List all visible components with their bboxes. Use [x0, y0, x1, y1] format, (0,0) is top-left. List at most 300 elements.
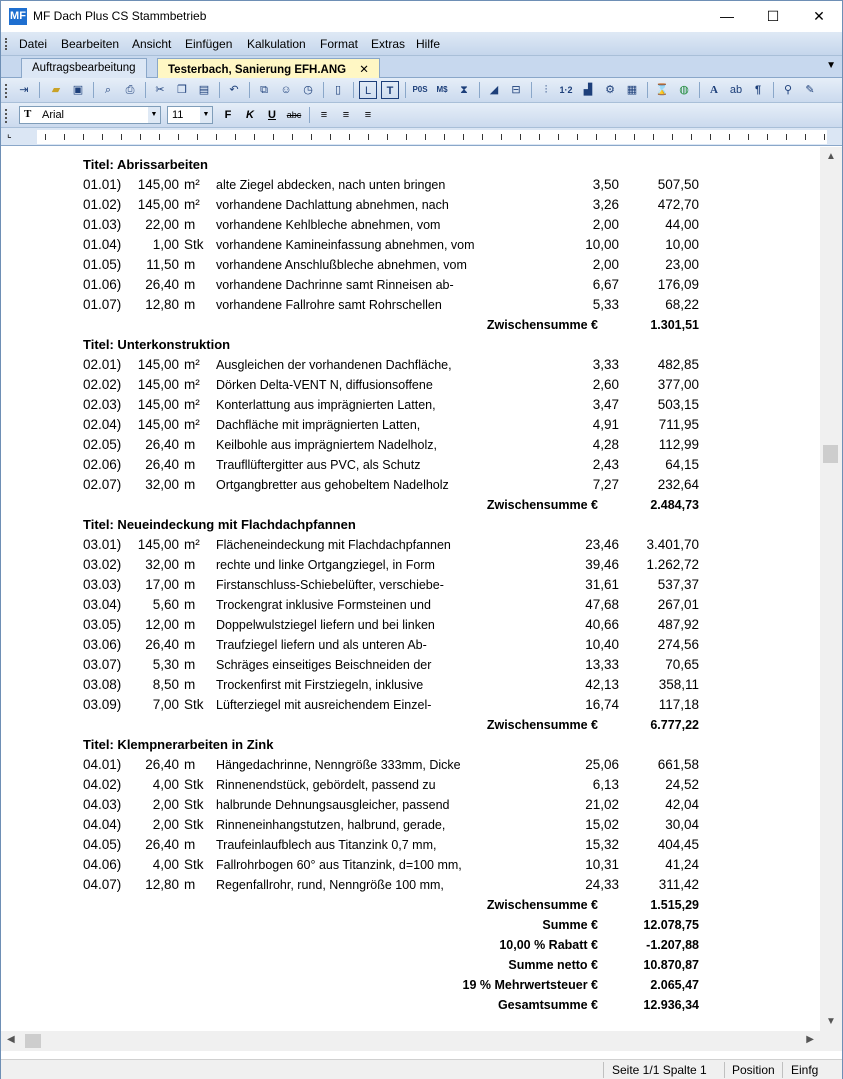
- description: Dachfläche mit imprägnierten Latten,: [216, 418, 421, 432]
- text-frame-icon[interactable]: L: [359, 81, 377, 99]
- ruler-tick: [748, 134, 749, 140]
- total-label: Gesamtsumme €: [497, 998, 598, 1012]
- position-number: 01.07): [83, 297, 122, 312]
- numbering-icon[interactable]: ⫶: [544, 84, 548, 96]
- quantity: 1,00: [152, 237, 179, 252]
- section-title: Titel: Unterkonstruktion: [83, 337, 231, 352]
- total-label: Summe €: [542, 918, 598, 932]
- horizontal-scrollbar[interactable]: [1, 1031, 842, 1051]
- open-folder-icon[interactable]: ▰: [51, 84, 61, 96]
- position-row[interactable]: [1, 555, 820, 575]
- position-number: 02.07): [83, 477, 122, 492]
- total-price: 41,24: [665, 857, 699, 872]
- tab-label: Testerbach, Sanierung EFH.ANG: [168, 64, 347, 76]
- total-price: 537,37: [657, 577, 699, 592]
- unit-price: 2,00: [592, 257, 619, 272]
- ruler-tick: [482, 134, 483, 140]
- pos-icon[interactable]: P0S: [412, 85, 428, 94]
- toolbar-separator: [323, 82, 324, 98]
- subtotal-value: 1.515,29: [650, 898, 699, 912]
- ruler-tick: [83, 134, 84, 140]
- unit-price: 5,33: [592, 297, 619, 312]
- mass-icon[interactable]: M$: [436, 85, 448, 94]
- position-number: 03.08): [83, 677, 122, 692]
- toolbar-separator: [773, 82, 774, 98]
- tab-stop-selector-icon[interactable]: ⌞: [7, 129, 12, 140]
- unit-price: 21,02: [585, 797, 619, 812]
- unit-price: 6,67: [592, 277, 619, 292]
- position-number: 04.07): [83, 877, 122, 892]
- position-number: 04.01): [83, 757, 122, 772]
- position-row[interactable]: [1, 355, 820, 375]
- description: Regenfallrohr, rund, Nenngröße 100 mm,: [216, 878, 444, 892]
- unit-price: 40,66: [585, 617, 619, 632]
- total-price: 112,99: [658, 437, 699, 452]
- text-box-icon[interactable]: T: [381, 81, 399, 99]
- position-row[interactable]: [1, 775, 820, 795]
- position-number: 03.02): [83, 557, 122, 572]
- ruler-tick: [653, 134, 654, 140]
- quantity: 17,00: [145, 577, 179, 592]
- toolbar-separator: [647, 82, 648, 98]
- quantity: 26,40: [145, 457, 179, 472]
- ruler-tick: [824, 134, 825, 140]
- unit: m: [184, 257, 196, 272]
- paste-icon[interactable]: ▤: [198, 84, 210, 96]
- unit-price: 31,61: [585, 577, 619, 592]
- position-row[interactable]: [1, 855, 820, 875]
- menu-hilfe[interactable]: Hilfe: [416, 37, 441, 51]
- position-row[interactable]: [1, 755, 820, 775]
- unit-price: 6,13: [592, 777, 619, 792]
- description: Firstanschluss-Schiebelüfter, verschiebe-: [216, 578, 444, 592]
- total-price: 30,04: [665, 817, 699, 832]
- unit: m: [184, 557, 196, 572]
- tab-auftragsbearbeitung[interactable]: [21, 58, 147, 78]
- description: Lüfterziegel mit ausreichendem Einzel-: [216, 698, 432, 712]
- unit-price: 42,13: [585, 677, 619, 692]
- position-row[interactable]: [1, 635, 820, 655]
- ruler-tick: [539, 134, 540, 140]
- insert-object-icon[interactable]: ⧉: [260, 84, 268, 96]
- quantity: 7,00: [152, 697, 179, 712]
- minimize-button[interactable]: —: [720, 8, 734, 24]
- total-price: 24,52: [665, 777, 699, 792]
- ruler-tick: [330, 134, 331, 140]
- position-number: 01.01): [83, 177, 122, 192]
- menu-format[interactable]: Format: [320, 37, 359, 51]
- position-row[interactable]: [1, 815, 820, 835]
- scroll-right-icon[interactable]: ▶: [806, 1034, 814, 1045]
- unit: m: [184, 877, 196, 892]
- toolbar-separator: [39, 82, 40, 98]
- position-row[interactable]: [1, 295, 820, 315]
- status-bar: [1, 1059, 842, 1079]
- position-number: 03.06): [83, 637, 122, 652]
- position-row[interactable]: [1, 175, 820, 195]
- ruler: [1, 128, 842, 146]
- align-justify-icon[interactable]: ≡: [364, 109, 372, 121]
- unit: m: [184, 437, 196, 452]
- ruler-tick: [520, 134, 521, 140]
- clock-icon[interactable]: ◷: [303, 84, 313, 96]
- description: Rinneneinhangstutzen, halbrund, gerade,: [216, 818, 446, 832]
- font-icon[interactable]: A: [710, 84, 718, 96]
- quantity: 5,30: [152, 657, 179, 672]
- tab-testerbach[interactable]: [157, 58, 380, 78]
- unit: Stk: [184, 857, 204, 872]
- ruler-tick: [235, 134, 236, 140]
- quantity: 145,00: [137, 377, 179, 392]
- unit: m: [184, 457, 196, 472]
- font-family-select[interactable]: [19, 106, 161, 124]
- unit-price: 23,46: [585, 537, 619, 552]
- unit: Stk: [184, 817, 204, 832]
- save-icon[interactable]: ▣: [72, 84, 84, 96]
- quantity: 26,40: [145, 757, 179, 772]
- position-row[interactable]: [1, 615, 820, 635]
- position-number: 03.04): [83, 597, 122, 612]
- total-price: 176,09: [657, 277, 699, 292]
- smiley-icon[interactable]: ☺: [280, 84, 292, 96]
- position-row[interactable]: [1, 195, 820, 215]
- cut-icon[interactable]: ✂: [155, 84, 165, 96]
- chevron-down-icon[interactable]: ▼: [200, 107, 212, 123]
- total-price: 711,95: [658, 417, 699, 432]
- menu-extras[interactable]: Extras: [371, 37, 406, 51]
- position-number: 02.01): [83, 357, 122, 372]
- position-row[interactable]: [1, 255, 820, 275]
- app-logo-icon: MF: [9, 8, 27, 25]
- total-value: 12.078,75: [643, 918, 699, 932]
- section-title: Titel: Abrissarbeiten: [83, 157, 208, 172]
- menu-bearbeiten[interactable]: Bearbeiten: [61, 37, 120, 51]
- ruler-tool-icon[interactable]: ⊟: [511, 84, 521, 96]
- toolbar-separator: [219, 82, 220, 98]
- pen-icon[interactable]: ✎: [805, 84, 815, 96]
- ruler-tick: [710, 134, 711, 140]
- ruler-tick: [634, 134, 635, 140]
- ruler-tick: [615, 134, 616, 140]
- position-row[interactable]: [1, 835, 820, 855]
- status-divider: [724, 1062, 725, 1078]
- tab-close-icon[interactable]: ✕: [359, 64, 369, 76]
- total-label: Summe netto €: [508, 958, 598, 972]
- menu-kalkulation[interactable]: Kalkulation: [247, 37, 306, 51]
- unit: m: [184, 577, 196, 592]
- tab-list-dropdown-icon[interactable]: ▼: [826, 60, 836, 71]
- ruler-tick: [463, 134, 464, 140]
- ruler-tick: [786, 134, 787, 140]
- unit: Stk: [184, 697, 204, 712]
- italic-button[interactable]: K: [246, 109, 254, 121]
- total-price: 482,85: [657, 357, 699, 372]
- description: vorhandene Dachlattung abnehmen, nach: [216, 198, 449, 212]
- menu-grip-handle[interactable]: [5, 38, 8, 50]
- toolbar-grip-handle[interactable]: [5, 109, 8, 123]
- ruler-tick: [254, 134, 255, 140]
- unit: m: [184, 637, 196, 652]
- quantity: 145,00: [137, 177, 179, 192]
- position-number: 03.03): [83, 577, 122, 592]
- description: Konterlattung aus imprägnierten Latten,: [216, 398, 436, 412]
- total-price: 3.401,70: [646, 537, 699, 552]
- description: Trockenfirst mit Firstziegeln, inklusive: [216, 678, 424, 692]
- unit: m: [184, 277, 196, 292]
- close-button[interactable]: ✕: [813, 8, 825, 24]
- print-preview-icon[interactable]: ⌕: [104, 84, 112, 96]
- ruler-tick: [368, 134, 369, 140]
- print-icon[interactable]: ⎙: [125, 84, 135, 96]
- quantity: 2,00: [152, 797, 179, 812]
- quantity: 145,00: [137, 197, 179, 212]
- position-row[interactable]: [1, 795, 820, 815]
- quantity: 145,00: [137, 537, 179, 552]
- total-value: -1.207,88: [646, 938, 699, 952]
- chevron-down-icon[interactable]: ▼: [148, 107, 160, 123]
- ruler-tick: [805, 134, 806, 140]
- quantity: 32,00: [145, 477, 179, 492]
- position-number: 03.09): [83, 697, 122, 712]
- total-price: 64,15: [665, 457, 699, 472]
- horizontal-scroll-thumb[interactable]: [25, 1034, 41, 1048]
- total-price: 274,56: [657, 637, 699, 652]
- unit-price: 15,02: [585, 817, 619, 832]
- unit-price: 10,00: [585, 237, 619, 252]
- unit-price: 3,26: [592, 197, 619, 212]
- description: halbrunde Dehnungsausgleicher, passend: [216, 798, 450, 812]
- position-row[interactable]: [1, 655, 820, 675]
- calc-table-icon[interactable]: ▦: [626, 84, 638, 96]
- status-insert-mode: Einfg: [791, 1063, 819, 1077]
- unit: Stk: [184, 237, 204, 252]
- subtotal-value: 2.484,73: [650, 498, 699, 512]
- section-title: Titel: Neueindeckung mit Flachdachpfannen: [83, 517, 356, 532]
- position-row[interactable]: [1, 695, 820, 715]
- description: vorhandene Kamineinfassung abnehmen, vom: [216, 238, 475, 252]
- unit: m: [184, 837, 196, 852]
- position-row[interactable]: [1, 535, 820, 555]
- total-value: 12.936,34: [643, 998, 699, 1012]
- description: vorhandene Anschlußbleche abnehmen, vom: [216, 258, 467, 272]
- unit-price: 10,40: [585, 637, 619, 652]
- description: Ausgleichen der vorhandenen Dachfläche,: [216, 358, 452, 372]
- quantity: 12,00: [145, 617, 179, 632]
- calc-settings-icon[interactable]: ⚙: [605, 84, 615, 96]
- position-number: 01.03): [83, 217, 122, 232]
- font-family-value: Arial: [42, 109, 65, 121]
- position-row[interactable]: [1, 475, 820, 495]
- title-bar: [1, 1, 842, 32]
- menu-einfuegen[interactable]: Einfügen: [185, 37, 233, 51]
- scroll-left-icon[interactable]: ◀: [7, 1034, 15, 1045]
- ruler-tick: [121, 134, 122, 140]
- position-row[interactable]: [1, 215, 820, 235]
- status-page-column: Seite 1/1 Spalte 1: [612, 1063, 707, 1077]
- position-number: 02.05): [83, 437, 122, 452]
- description: Rinnenendstück, gebördelt, passend zu: [216, 778, 436, 792]
- position-row[interactable]: [1, 875, 820, 895]
- position-number: 04.04): [83, 817, 122, 832]
- quantity: 12,80: [145, 297, 179, 312]
- subtotal-value: 1.301,51: [650, 318, 699, 332]
- total-price: 44,00: [665, 217, 699, 232]
- total-price: 42,04: [665, 797, 699, 812]
- position-number: 02.04): [83, 417, 122, 432]
- ruler-tick: [45, 134, 46, 140]
- spellcheck-icon[interactable]: ab: [729, 84, 743, 96]
- ruler-tick: [406, 134, 407, 140]
- find-icon[interactable]: ⚲: [783, 84, 793, 96]
- unit-price: 10,31: [585, 857, 619, 872]
- status-divider: [603, 1062, 604, 1078]
- roof-pitch-icon[interactable]: ◢: [489, 84, 499, 96]
- position-row[interactable]: [1, 235, 820, 255]
- bold-button[interactable]: F: [224, 109, 232, 121]
- copy-icon[interactable]: ❐: [177, 84, 187, 96]
- unit-price: 7,27: [592, 477, 619, 492]
- position-row[interactable]: [1, 395, 820, 415]
- quantity: 11,50: [146, 257, 179, 272]
- ruler-tick: [311, 134, 312, 140]
- unit-price: 4,28: [592, 437, 619, 452]
- strikethrough-button[interactable]: abc: [286, 110, 302, 120]
- description: vorhandene Kehlbleche abnehmen, vom: [216, 218, 441, 232]
- description: Doppelwulstziegel liefern und bei linken: [216, 618, 435, 632]
- vertical-scroll-thumb[interactable]: [823, 445, 838, 463]
- description: Hängedachrinne, Nenngröße 333mm, Dicke: [216, 758, 461, 772]
- ruler-tick: [691, 134, 692, 140]
- ruler-tick: [64, 134, 65, 140]
- toolbar-separator: [531, 82, 532, 98]
- position-number: 01.05): [83, 257, 122, 272]
- unit-price: 16,74: [585, 697, 619, 712]
- total-price: 487,92: [657, 617, 699, 632]
- unit-price: 2,60: [592, 377, 619, 392]
- menu-datei[interactable]: Datei: [19, 37, 48, 51]
- unit: Stk: [184, 777, 204, 792]
- unit: m: [184, 657, 196, 672]
- unit-price: 15,32: [585, 837, 619, 852]
- status-position: Position: [732, 1063, 775, 1077]
- document-icon[interactable]: ▯: [334, 84, 342, 96]
- total-price: 117,18: [658, 697, 699, 712]
- description: Traufeinlaufblech aus Titanzink 0,7 mm,: [216, 838, 437, 852]
- quantity: 32,00: [145, 557, 179, 572]
- position-number: 03.07): [83, 657, 122, 672]
- position-number: 02.02): [83, 377, 122, 392]
- maximize-button[interactable]: ☐: [766, 8, 780, 24]
- hourglass-icon[interactable]: ⌛: [655, 84, 669, 96]
- filter-icon[interactable]: ⧗: [460, 84, 468, 96]
- ruler-tick: [672, 134, 673, 140]
- position-number: 04.06): [83, 857, 122, 872]
- toolbar-separator: [93, 82, 94, 98]
- position-row[interactable]: [1, 575, 820, 595]
- position-row[interactable]: [1, 595, 820, 615]
- font-size-select[interactable]: [167, 106, 213, 124]
- format-toolbar: [1, 103, 842, 128]
- chart-icon[interactable]: ▟: [583, 84, 593, 96]
- description: Ortgangbretter aus gehobeltem Nadelholz: [216, 478, 449, 492]
- ruler-tick: [558, 134, 559, 140]
- scroll-down-icon[interactable]: ▼: [826, 1016, 836, 1027]
- description: vorhandene Dachrinne samt Rinneisen ab-: [216, 278, 454, 292]
- unit-price: 2,00: [592, 217, 619, 232]
- ruler-tick: [729, 134, 730, 140]
- underline-button[interactable]: U: [268, 109, 276, 121]
- description: vorhandene Fallrohre samt Rohrschellen: [216, 298, 442, 312]
- paragraph-icon[interactable]: ¶: [754, 84, 762, 96]
- quantity: 2,00: [152, 817, 179, 832]
- unit-price: 2,43: [592, 457, 619, 472]
- ruler-tick: [501, 134, 502, 140]
- unit: Stk: [184, 797, 204, 812]
- position-row[interactable]: [1, 375, 820, 395]
- total-price: 232,64: [657, 477, 699, 492]
- align-left-icon[interactable]: ≡: [320, 109, 328, 121]
- ruler-tick: [292, 134, 293, 140]
- position-row[interactable]: [1, 455, 820, 475]
- globe-icon[interactable]: ◍: [679, 84, 689, 96]
- undo-icon[interactable]: ↶: [229, 84, 239, 96]
- subtotal-label: Zwischensumme €: [486, 718, 598, 732]
- total-price: 10,00: [665, 237, 699, 252]
- unit-price: 25,06: [585, 757, 619, 772]
- description: Fallrohrbogen 60° aus Titanzink, d=100 mm,: [216, 858, 462, 872]
- quantity: 4,00: [152, 857, 179, 872]
- unit: m: [184, 617, 196, 632]
- unit-price: 4,91: [592, 417, 619, 432]
- ruler-tick: [349, 134, 350, 140]
- quantity: 26,40: [145, 637, 179, 652]
- subtotal-label: Zwischensumme €: [486, 318, 598, 332]
- position-row[interactable]: [1, 435, 820, 455]
- position-row[interactable]: [1, 275, 820, 295]
- quantity: 22,00: [145, 217, 179, 232]
- unit: m²: [184, 537, 200, 552]
- vertical-scrollbar[interactable]: [820, 147, 842, 1031]
- description: Schräges einseitiges Beischneiden der: [216, 658, 432, 672]
- total-price: 23,00: [665, 257, 699, 272]
- description: alte Ziegel abdecken, nach unten bringen: [216, 178, 446, 192]
- toolbar-separator: [249, 82, 250, 98]
- ruler-tick: [140, 134, 141, 140]
- quantity: 145,00: [137, 357, 179, 372]
- sequence-icon[interactable]: 1·2: [559, 85, 573, 95]
- quantity: 26,40: [145, 437, 179, 452]
- total-value: 10.870,87: [643, 958, 699, 972]
- toolbar-grip-handle[interactable]: [5, 84, 8, 98]
- description: Keilbohle aus imprägniertem Nadelholz,: [216, 438, 437, 452]
- unit-price: 24,33: [585, 877, 619, 892]
- position-row[interactable]: [1, 415, 820, 435]
- quantity: 4,00: [152, 777, 179, 792]
- total-price: 404,45: [657, 837, 699, 852]
- ruler-scale[interactable]: [37, 130, 827, 144]
- ruler-tick: [216, 134, 217, 140]
- total-label: 10,00 % Rabatt €: [499, 938, 598, 952]
- exit-icon[interactable]: ⇥: [19, 84, 29, 96]
- align-center-icon[interactable]: ≡: [342, 109, 350, 121]
- scroll-up-icon[interactable]: ▲: [826, 151, 836, 162]
- position-row[interactable]: [1, 675, 820, 695]
- unit: m: [184, 677, 196, 692]
- menu-ansicht[interactable]: Ansicht: [132, 37, 172, 51]
- document-area[interactable]: [1, 147, 820, 1031]
- unit: m²: [184, 377, 200, 392]
- unit: m²: [184, 397, 200, 412]
